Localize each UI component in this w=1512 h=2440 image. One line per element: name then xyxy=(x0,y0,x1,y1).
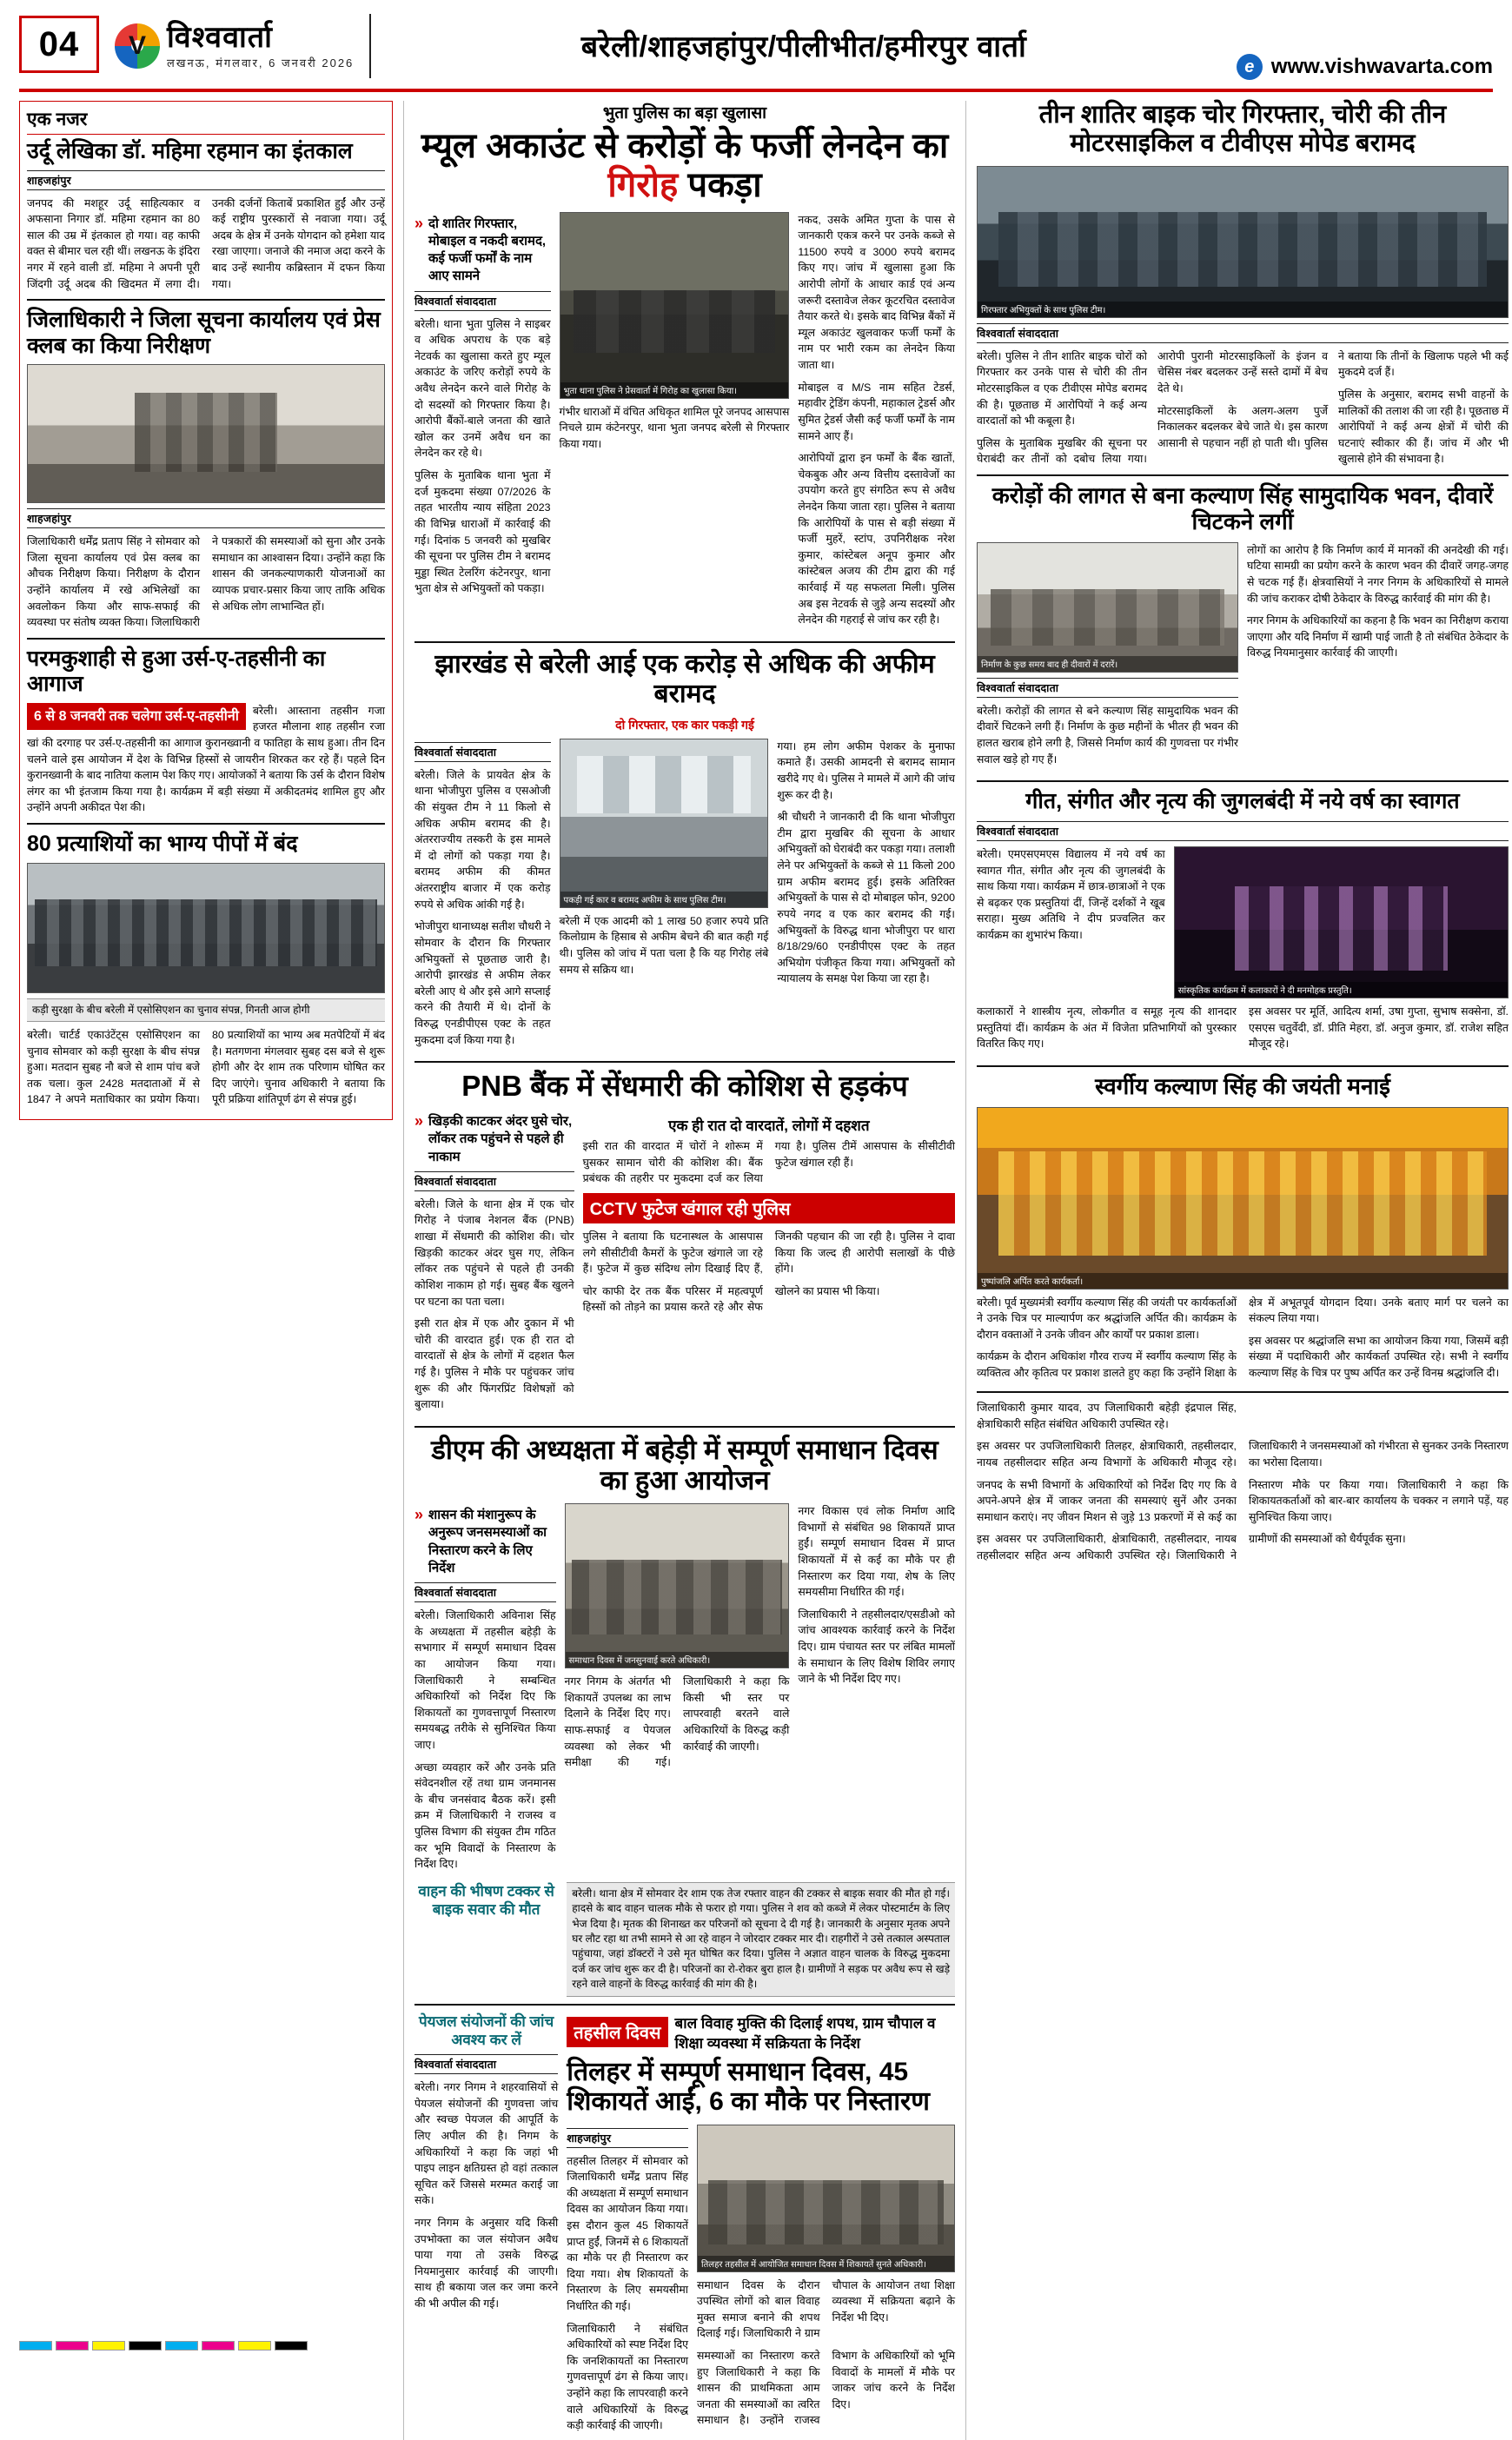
jayanti-story xyxy=(977,1074,1509,1384)
samadhan-bullets xyxy=(414,1507,556,1577)
dm-inspection-headline: जिलाधिकारी ने जिला सूचना कार्यालय एवं प्रेस क्लब का किया निरीक्षण xyxy=(27,308,381,358)
bullet-marker-icon: » xyxy=(414,1112,424,1130)
pnb-p2: इसी रात क्षेत्र में एक और दुकान में भी चोरी की वारदात हुई। एक ही रात दो वारदातों से क्षेत्र के लोगों में दहशत फैल गई है। पुलिस ने मौके पर पहुंचकर जांच शुरू की और फिंगरप्रिंट विशेषज्ञों को बुलाया। xyxy=(414,1317,574,1411)
bullet-marker-icon: » xyxy=(414,1506,424,1524)
bike-theft-byline: विश्ववार्ता संवाददाता xyxy=(977,323,1509,343)
lead-story xyxy=(414,101,955,634)
kalyan-bhavan-p1: बरेली। करोड़ों की लागत से बने कल्याण सिंह सामुदायिक भवन की दीवारें चिटकने लगी हैं। निर्माण के कुछ महीनों के भीतर ही भवन की हालत खराब होने लगी है, जिससे निर्माण कार्य की गुणवत्ता पर गंभीर सवाल खड़े हो गए हैं। xyxy=(977,704,1238,766)
jayanti-photo-caption: पुष्पांजलि अर्पित करते कार्यकर्ता। xyxy=(978,1273,1508,1289)
tilhar-byline: शाहजहांपुर xyxy=(567,2128,688,2148)
tilhar-headline: तिलहर में सम्पूर्ण समाधान दिवस, 45 शिकायतें आईं, 6 का मौके पर निस्तारण xyxy=(567,2057,930,2117)
pnb-bullets xyxy=(414,1113,574,1166)
website-link[interactable] xyxy=(1237,54,1493,83)
lead-headline xyxy=(414,127,955,205)
tilhar-subhead: बाल विवाह मुक्ति की दिलाई शपथ, ग्राम चौपाल व शिक्षा व्यवस्था में सक्रियता के निर्देश xyxy=(674,2014,936,2052)
pnb-story xyxy=(414,1070,955,1419)
edition-title: बरेली/शाहजहांपुर/पीलीभीत/हमीरपुर वार्ता xyxy=(580,30,1027,63)
lead-p2: पुलिस के मुताबिक थाना भुता में दर्ज मुकदमा संख्या 07/2026 के तहत भारतीय न्याय संहिता 2023 की विभिन्न धाराओं में कार्रवाई की गई। दिनांक 5 जनवरी को मुखबिर की सूचना पर पुलिस टीम ने बरामद मुड्डा स्थित टेलरिंग कंटेनरपुर, थाना भुता क्षेत्र से अभियुक्तों को पकड़ा। xyxy=(414,469,551,595)
opium-p2: भोजीपुरा थानाध्यक्ष सतीश चौधरी ने सोमवार के दौरान कि गिरफ्तार अभियुक्तों से पूछताछ जारी है। आरोपी झारखंड से अफीम लेकर बरेली आए थे और इसे आगे सप्लाई करने की तैयारी में थे। दोनों के विरुद्ध एनडीपीएस एक्ट के तहत मुकदमा दर्ज किया गया है। xyxy=(414,920,551,1046)
cmyk-magenta-2 xyxy=(202,2341,235,2350)
lead-headline-highlight: गिरोह xyxy=(607,165,679,204)
column-right xyxy=(977,101,1509,2440)
logo-subtitle: लखनऊ, मंगलवार, 6 जनवरी 2026 xyxy=(167,56,355,70)
jayanti-photo xyxy=(977,1107,1509,1290)
accident-body: बरेली। थाना क्षेत्र में सोमवार देर शाम एक तेज रफ्तार वाहन की टक्कर से बाइक सवार की मौत हो गई। हादसे के बाद वाहन चालक मौके से फरार हो गया। पुलिस ने शव को कब्जे में लेकर पोस्टमार्टम के लिए भेज दिया है। मृतक की शिनाख्त कर परिजनों को सूचना दे दी गई है। जानकारी के अनुसार मृतक अपने घर लौट रहा था तभी सामने से आ रहे वाहन ने जोरदार टक्कर मार दी। राहगीरों ने उसे तत्काल अस्पताल पहुंचाया, जहां डॉक्टरों ने उसे मृत घोषित कर दिया। पुलिस ने अज्ञात वाहन चालक के विरुद्ध मुकदमा दर्ज कर जांच शुरू कर दी है। परिजनों का रो-रोकर बुरा हाल है। ग्रामीणों ने सड़क पर अवैध रूप से खड़े रहने वाले वाहनों के विरुद्ध कार्रवाई की मांग की है। xyxy=(567,1882,955,1997)
bike-theft-p4: पुलिस के अनुसार, बरामद सभी वाहनों के मालिकों की तलाश की जा रही है। पूछताछ में आरोपियों ने कई अन्य क्षेत्रों में चोरी की घटनाएं स्वीकार की हैं। जांच में और भी खुलासे होने की संभावना है। xyxy=(1338,388,1509,466)
cmyk-black-2 xyxy=(275,2341,308,2350)
music-photo xyxy=(1174,846,1509,998)
samadhan-headline: डीएम की अध्यक्षता में बहेड़ी में सम्पूर्ण समाधान दिवस का हुआ आयोजन xyxy=(431,1434,938,1496)
cmyk-cyan-2 xyxy=(165,2341,198,2350)
logo-wheel-icon xyxy=(115,23,160,69)
dm-inspection-byline: शाहजहांपुर xyxy=(27,508,385,528)
water-byline: विश्ववार्ता संवाददाता xyxy=(414,2054,558,2074)
lead-headline-part1: म्यूल अकाउंट से करोड़ों के फर्जी लेनदेन का xyxy=(421,127,949,165)
samadhan-p3: नगर निगम के अंतर्गत भी शिकायतें उपलब्ध का लाभ दिलाने के निर्देश दिए गए। साफ-सफाई व पेयजल व्यवस्था को लेकर भी समीक्षा की गई। जिलाधिकारी ने कहा कि किसी भी स्तर पर लापरवाही बरतने वाले अधिकारियों के विरुद्ध कड़ी कार्रवाई की जाएगी। xyxy=(564,1675,790,1769)
jayanti-headline: स्वर्गीय कल्याण सिंह की जयंती मनाई xyxy=(1095,1072,1390,1099)
music-story xyxy=(977,789,1509,1058)
bike-theft-photo xyxy=(977,166,1509,318)
samadhan-p6: इस अवसर पर उपजिलाधिकारी, क्षेत्राधिकारी, तहसीलदार, नायब तहसीलदार सहित अन्य अधिकारी उपस्थित रहे। जिलाधिकारी ने ग्रामीणों की समस्याओं को धैर्यपूर्वक सुना। xyxy=(977,1533,1406,1562)
opium-headline: झारखंड से बरेली आई एक करोड़ से अधिक की अफीम बरामद xyxy=(434,649,935,709)
newspaper-logo xyxy=(99,14,371,78)
masthead xyxy=(19,12,1493,92)
water-p2: नगर निगम के अनुसार यदि किसी उपभोक्ता का जल संयोजन अवैध पाया गया तो उसके विरुद्ध नियमानुसार कार्रवाई की जाएगी। साथ ही बकाया जल कर जमा करने की भी अपील की गई। xyxy=(414,2216,559,2310)
tilhar-p1: तहसील तिलहर में सोमवार को जिलाधिकारी धर्मेंद्र प्रताप सिंह की अध्यक्षता में सम्पूर्ण समाधान दिवस का आयोजन किया गया। इस दौरान कुल 45 शिकायतें प्राप्त हुईं, जिनमें से 6 शिकायतों का मौके पर ही निस्तारण कर दिया गया। शेष शिकायतों के निस्तारण के लिए समयसीमा निर्धारित की गई। xyxy=(567,2154,688,2313)
opium-p4: गया। हम लोग अफीम पेशकर के मुनाफा कमाते हैं। उसकी आमदनी से बरामद सामान खरीदे गए थे। पुलिस ने मामले में आगे की जांच शुरू कर दी है। xyxy=(777,739,955,801)
pnb-p5: चोर काफी देर तक बैंक परिसर में महत्वपूर्ण हिस्सों को तोड़ने का प्रयास करते रहे और सेफ खोलने का प्रयास भी किया। xyxy=(582,1284,880,1314)
lead-byline: विश्ववार्ता संवाददाता xyxy=(414,291,551,311)
samadhan-story xyxy=(414,1435,955,1997)
election-headline: 80 प्रत्याशियों का भाग्य पीपों में बंद xyxy=(27,832,298,857)
opium-p3: बरेली में एक आदमी को 1 लाख 50 हजार रुपये प्रति किलोग्राम के हिसाब से अफीम बेचने की बात कही गई थी। पुलिस को जांच में पता चला है कि यह गिरोह लंबे समय से सक्रिय था। xyxy=(559,914,769,976)
jayanti-p2: कार्यक्रम के दौरान अधिकांश गौरव राज्य में स्वर्गीय कल्याण सिंह के व्यक्तित्व और कृतित्व पर प्रकाश डालते हुए कहा कि उन्होंने शिक्षा के क्षेत्र में अभूतपूर्व योगदान दिया। उनके बताए मार्ग पर चलने का संकल्प लिया गया। xyxy=(977,1296,1509,1380)
samadhan-p5: जिलाधिकारी ने तहसीलदार/एसडीओ को जांच आवश्यक कार्रवाई करने के निर्देश दिए। ग्राम पंचायत स्तर पर लंबित मामलों के समाधान के लिए विशेष शिविर लगाए जाने के भी निर्देश दिए गए। xyxy=(798,1608,955,1686)
bike-theft-p2: पुलिस के मुताबिक मुखबिर की सूचना पर घेराबंदी कर तीनों को दबोच लिया गया। आरोपी पुरानी मोटरसाइकिलों के इंजन व चेसिस नंबर बदलकर उन्हें सस्ते दामों में बेच देते थे। xyxy=(977,349,1328,466)
urs-body: बरेली। आस्ताना तहसीन गजा हजरत मौलाना शाह तहसीन रजा खां की दरगाह पर उर्स-ए-तहसीनी का आगाज कुरानख्वानी व फातिहा के साथ हुआ। तीन दिन चलने वाले इस आयोजन में देश के विभिन्न हिस्सों से जायरीन शिरकत कर रहे हैं। पहले दिन कुरानख्वानी के बाद नातिया कलाम पेश किए गए। आयोजकों ने बताया कि उर्स के दौरान विशेष लंगर का भी इंतजाम किया गया है। कार्यक्रम में बड़ी संख्या में अकीदतमंद शामिल हुए और उन्होंने अपनी अकीदत पेश की। xyxy=(27,704,385,814)
bike-theft-story xyxy=(977,101,1509,467)
lead-bullets xyxy=(414,215,551,286)
music-byline: विश्ववार्ता संवाददाता xyxy=(977,821,1509,841)
logo-title: विश्ववार्ता xyxy=(167,21,273,55)
bottom-center-block xyxy=(414,2012,955,2440)
cmyk-black xyxy=(129,2341,162,2350)
kalyan-bhavan-photo-caption: निर्माण के कुछ समय बाद ही दीवारों में दरारें। xyxy=(978,656,1237,672)
lead-bullet-text: दो शातिर गिरफ्तार, मोबाइल व नकदी बरामद, कई फर्जी फर्मों के नाम आए सामने xyxy=(428,215,547,284)
tilhar-p2: जिलाधिकारी ने संबंधित अधिकारियों को स्पष्ट निर्देश दिए कि जनशिकायतों का निस्तारण गुणवत्तापूर्ण ढंग से किया जाए। उन्होंने कहा कि लापरवाही करने वाले अधिकारियों के विरुद्ध कड़ी कार्रवाई की जाएगी। xyxy=(567,2322,688,2432)
tilhar-p6: जनपद के सभी विभागों के अधिकारियों को निर्देश दिए गए कि वे अपने-अपने क्षेत्र में जाकर जनता की समस्याएं सुनें और उनका समाधान कराएं। नए जीवन मिशन से जुड़े 13 प्रकरणों में से कई का निस्तारण मौके पर किया गया। जिलाधिकारी ने कहा कि शिकायतकर्ताओं को बार-बार कार्यालय के चक्कर न लगाने पड़ें, यह सुनिश्चित किया जाए। xyxy=(977,1478,1509,1523)
cmyk-yellow xyxy=(92,2341,125,2350)
music-p1: बरेली। एमएसएमएस विद्यालय में नये वर्ष का स्वागत गीत, संगीत और नृत्य की जुगलबंदी के साथ किया गया। कार्यक्रम में छात्र-छात्राओं ने एक से बढ़कर एक प्रस्तुतियां दीं, जिन्हें दर्शकों ने खूब सराहा। मुख्य अतिथि ने दीप प्रज्वलित कर कार्यक्रम का शुभारंभ किया। xyxy=(977,847,1165,941)
election-body: बरेली। चार्टर्ड एकाउंटेंट्स एसोसिएशन का चुनाव सोमवार को कड़ी सुरक्षा के बीच संपन्न हुआ। मतदान सुबह नौ बजे से शाम पांच बजे तक चला। कुल 2428 मतदाताओं में से 1847 ने अपने मताधिकार का प्रयोग किया। 80 प्रत्याशियों का भाग्य अब मतपेटियों में बंद है। मतगणना मंगलवार सुबह दस बजे से शुरू होगी और देर शाम तक परिणाम घोषित कर दिए जाएंगे। चुनाव अधिकारी ने बताया कि पूरी प्रक्रिया शांतिपूर्ण ढंग से संपन्न हुई। xyxy=(27,1028,385,1106)
kalyan-bhavan-story xyxy=(977,483,1509,773)
samadhan-p4: नगर विकास एवं लोक निर्माण आदि विभागों से संबंधित 98 शिकायतें प्राप्त हुईं। सम्पूर्ण समाधान दिवस में प्राप्त शिकायतों में से कई का मौके पर ही निस्तारण कर दिया गया, शेष के लिए समयसीमा निर्धारित की गई। xyxy=(798,1505,955,1599)
bike-theft-p3: मोटरसाइकिलों के अलग-अलग पुर्जे निकालकर बदलकर बेचे जाते थे। इस कारण आसानी से पहचान नहीं हो पाती थी। पुलिस ने बताया कि तीनों के खिलाफ पहले भी कई मुकदमे दर्ज हैं। xyxy=(1157,349,1509,449)
samadhan-p2: अच्छा व्यवहार करें और उनके प्रति संवेदनशील रहें तथा ग्राम जनमानस के बीच जनसंवाद बैठक करें। इसी क्रम में जिलाधिकारी ने राजस्व व पुलिस विभाग की संयुक्त टीम गठित कर भूमि विवादों के निस्तारण के निर्देश दिए। xyxy=(414,1760,556,1871)
lead-p3: गंभीर धाराओं में वंचित अधिकृत शामिल पूरे जनपद आसपास निचले ग्राम कंटेनरपुर, थाना भुता जनपद बरेली से गिरफ्तार किया गया। xyxy=(559,405,790,450)
tilhar-p3: समाधान दिवस के दौरान उपस्थित लोगों को बाल विवाह मुक्त समाज बनाने की शपथ दिलाई गई। जिलाधिकारी ने ग्राम चौपाल के आयोजन तथा शिक्षा व्यवस्था में सक्रियता बढ़ाने के निर्देश भी दिए। xyxy=(697,2278,955,2340)
kalyan-bhavan-byline: विश्ववार्ता संवाददाता xyxy=(977,678,1238,698)
samadhan-officials: जिलाधिकारी कुमार यादव, उप जिलाधिकारी बहेड़ी इंद्रपाल सिंह, क्षेत्राधिकारी सहित संबंधित अधिकारी उपस्थित रहे। xyxy=(977,1402,1237,1430)
kalyan-bhavan-p3: नगर निगम के अधिकारियों का कहना है कि भवन का निरीक्षण कराया जाएगा और यदि निर्माण में खामी पाई जाती है तो संबंधित ठेकेदार के विरुद्ध नियमानुसार कार्रवाई की जाएगी। xyxy=(1247,614,1509,660)
globe-icon xyxy=(1237,54,1263,80)
opium-story xyxy=(414,650,955,1054)
obituary-body: जनपद की मशहूर उर्दू साहित्यकार व अफसाना निगार डॉ. महिमा रहमान का 80 साल की उम्र में इंतकाल हो गया। वह काफी वक्त से बीमार चल रही थीं। लखनऊ के इंदिरा नगर में रहने वाली डॉ. महिमा ने अपनी पूरी जिंदगी उर्दू अदब की खिदमत में लगा दी। उनकी दर्जनों किताबें प्रकाशित हुईं और उन्हें कई राष्ट्रीय पुरस्कारों से नवाजा गया। उर्दू अदब के क्षेत्र में उनके योगदान को हमेशा याद रखा जाएगा। जनाजे की नमाज अदा करने के बाद उन्हें स्थानीय कब्रिस्तान में दफन किया गया। xyxy=(27,196,385,290)
obituary-headline: उर्दू लेखिका डॉ. महिमा रहमान का इंतकाल xyxy=(27,139,353,163)
tilhar-photo-caption: तिलहर तहसील में आयोजित समाधान दिवस में शिकायतें सुनते अधिकारी। xyxy=(698,2256,954,2271)
bike-theft-headline: तीन शातिर बाइक चोर गिरफ्तार, चोरी की तीन मोटरसाइकिल व टीवीएस मोपेड बरामद xyxy=(1038,101,1447,158)
opium-p1: बरेली। जिले के प्रायवेत क्षेत्र के थाना भोजीपुरा पुलिस व एसओजी की संयुक्त टीम ने 11 किलो से अधिक अफीम बरामद की है। अंतरराज्यीय तस्करी के इस मामले में दो लोगों को पकड़ा गया है। बरामद अफीम की कीमत अंतरराष्ट्रीय बाजार में एक करोड़ रुपये से अधिक आंकी गई है। xyxy=(414,768,551,911)
ek-nazar-title: एक नजर xyxy=(27,107,385,135)
election-photo-caption: कड़ी सुरक्षा के बीच बरेली में एसोसिएशन का चुनाव संपन्न, गिनती आज होगी xyxy=(27,998,385,1022)
music-headline: गीत, संगीत और नृत्य की जुगलबंदी में नये वर्ष का स्वागत xyxy=(1025,789,1460,814)
lead-photo xyxy=(560,212,790,399)
music-p2: कलाकारों ने शास्त्रीय नृत्य, लोकगीत व समूह नृत्य की शानदार प्रस्तुतियां दीं। कार्यक्रम के अंत में विजेता प्रतिभागियों को पुरस्कार वितरित किए गए। xyxy=(977,1005,1237,1051)
samadhan-photo xyxy=(565,1503,790,1668)
obituary-byline: शाहजहांपुर xyxy=(27,170,385,190)
pnb-cctv-band: CCTV फुटेज खंगाल रही पुलिस xyxy=(583,1193,955,1223)
pnb-headline: PNB बैंक में सेंधमारी की कोशिश से हड़कंप xyxy=(461,1070,908,1103)
lead-headline-part2: पकड़ा xyxy=(678,165,762,204)
tilhar-kicker-badge: तहसील दिवस xyxy=(567,2017,667,2047)
lead-p5: मोबाइल व M/S नाम सहित टेडर्स, महावीर ट्रेडिंग कंपनी, महाकाल ट्रेडर्स और सुमित ट्रेडर्स जैसी कई फर्जी फर्मों के नाम सामने आए हैं। xyxy=(798,381,955,442)
pnb-p1: बरेली। जिले के थाना क्षेत्र में एक चोर गिरोह ने पंजाब नेशनल बैंक (PNB) शाखा में सेंधमारी की कोशिश की। चोर खिड़की काटकर अंदर घुस गए, लेकिन लॉकर तक पहुंचने से पहले ही उनकी कोशिश नाकाम हो गई। सुबह बैंक खुलने पर घटना का पता चला। xyxy=(414,1197,574,1308)
column-divider-2 xyxy=(965,101,966,2440)
lead-photo-caption: भुता थाना पुलिस ने प्रेसवार्ता में गिरोह का खुलासा किया। xyxy=(560,382,789,398)
samadhan-bullet-text: शासन की मंशानुरूप के अनुरूप जनसमस्याओं का निस्तारण करने के लिए निर्देश xyxy=(428,1508,547,1575)
lead-p1: बरेली। थाना भुता पुलिस ने साइबर व अधिक अपराध के एक बड़े नेटवर्क का खुलासा करते हुए म्यूल अकाउंट के जरिए करोड़ों रुपये के अवैध लेनदेन करने वाले गिरोह के दो सदस्यों को गिरफ्तार किया है। आरोपी बैंकों-बाले जनता की खाते खोल कर उनमें अवैध धन का लेनदेन कर रहे थे। xyxy=(414,317,551,460)
opium-byline: विश्ववार्ता संवाददाता xyxy=(414,742,551,762)
cmyk-magenta xyxy=(56,2341,89,2350)
accident-headline: वाहन की भीषण टक्कर से बाइक सवार की मौत xyxy=(418,1882,554,1919)
lead-p6: आरोपियों द्वारा इन फर्मों के बैंक खातों, चेकबुक और अन्य वित्तीय दस्तावेजों का उपयोग करते हुए संगठित रूप से अवैध लेनदेन किया जाता रहा। पुलिस ने बताया कि आरोपियों के पास से बड़ी संख्या में फर्जी मुहरें, स्टांप, उपनिरीक्षक नरेश कुमार, कांस्टेबल अनूप कुमार और कांस्टेबल अजय की टीम द्वारा की गई कार्रवाई में यह सफलता मिली। पुलिस अब इस नेटवर्क से जुड़े अन्य सदस्यों और लेनदेन की गहराई से जांच कर रही है। xyxy=(798,452,955,627)
kalyan-bhavan-p2: लोगों का आरोप है कि निर्माण कार्य में मानकों की अनदेखी की गई। घटिया सामग्री का प्रयोग करने के कारण भवन की दीवारें जगह-जगह से चटक गई हैं। क्षेत्रवासियों ने नगर निगम के अधिकारियों से मामले की जांच कराकर दोषी ठेकेदार के विरुद्ध कार्रवाई की मांग की है। xyxy=(1247,543,1509,605)
tilhar-photo xyxy=(697,2125,955,2272)
bike-theft-photo-caption: गिरफ्तार अभियुक्तों के साथ पुलिस टीम। xyxy=(978,302,1508,317)
kalyan-bhavan-headline: करोड़ों की लागत से बना कल्याण सिंह सामुदायिक भवन, दीवारें चिटकने लगीं xyxy=(991,481,1494,534)
opium-photo xyxy=(560,739,769,908)
election-photo xyxy=(27,863,385,993)
pnb-p3: इसी रात की वारदात में चोरों ने शोरूम में घुसकर सामान चोरी की कोशिश की। बैंक प्रबंधक की तहरीर पर मुकदमा दर्ज कर लिया गया है। पुलिस टीमें आसपास के सीसीटीवी फुटेज खंगाल रही हैं। xyxy=(582,1140,955,1185)
column-left xyxy=(19,101,393,2440)
pnb-p4: पुलिस ने बताया कि घटनास्थल के आसपास लगे सीसीटीवी कैमरों के फुटेज खंगाले जा रहे हैं। फुटेज में कुछ संदिग्ध लोग दिखाई दिए हैं, जिनकी पहचान की जा रही है। पुलिस ने दावा किया कि जल्द ही आरोपी सलाखों के पीछे होंगे। xyxy=(582,1230,955,1276)
music-p3: इस अवसर पर मूर्ति, आदित्य शर्मा, उषा गुप्ता, सुभाष सक्सेना, डॉ. एसएस चतुर्वेदी, डॉ. प्रीति मेहरा, डॉ. अनुज कुमार, डॉ. राजेश सहित मौजूद रहे। xyxy=(1249,1005,1509,1051)
samadhan-byline: विश्ववार्ता संवाददाता xyxy=(414,1582,556,1602)
pnb-bullet-text: खिड़की काटकर अंदर घुसे चोर, लॉकर तक पहुंचने से पहले ही नाकाम xyxy=(428,1114,573,1164)
music-photo-caption: सांस्कृतिक कार्यक्रम में कलाकारों ने दी मनमोहक प्रस्तुति। xyxy=(1175,982,1508,998)
officials-tail xyxy=(977,1400,1509,1569)
dm-inspection-photo xyxy=(27,364,385,503)
cmyk-yellow-2 xyxy=(238,2341,271,2350)
water-p1: बरेली। नगर निगम ने शहरवासियों से पेयजल संयोजनों की गुणवत्ता जांच और स्वच्छ पेयजल की आपूर्ति के लिए अपील की है। निगम के अधिकारियों ने कहा कि जहां भी पाइप लाइन क्षतिग्रस्त हो वहां तत्काल सूचित करें जिससे मरम्मत कराई जा सके। xyxy=(414,2081,559,2207)
cmyk-cyan xyxy=(19,2341,52,2350)
pnb-byline: विश्ववार्ता संवाददाता xyxy=(414,1171,574,1191)
jayanti-p3: इस अवसर पर श्रद्धांजलि सभा का आयोजन किया गया, जिसमें बड़ी संख्या में पदाधिकारी और कार्यकर्ता उपस्थित रहे। सभी ने स्वर्गीय कल्याण सिंह के चित्र पर पुष्प अर्पित कर उन्हें विनम्र श्रद्धांजलि दी। xyxy=(1249,1334,1509,1380)
jayanti-p1: बरेली। पूर्व मुख्यमंत्री स्वर्गीय कल्याण सिंह की जयंती पर कार्यकर्ताओं ने उनके चित्र पर माल्यार्पण कर श्रद्धांजलि अर्पित की। कार्यक्रम के दौरान वक्ताओं ने उनके जीवन और कार्यों पर प्रकाश डाला। xyxy=(977,1296,1237,1341)
bullet-marker-icon: » xyxy=(414,214,424,232)
opium-photo-caption: पकड़ी गई कार व बरामद अफीम के साथ पुलिस टीम। xyxy=(560,892,768,907)
urs-headline: परमकुशाही से हुआ उर्स-ए-तहसीनी का आगाज xyxy=(27,646,326,697)
opium-p5: श्री चौधरी ने जानकारी दी कि थाना भोजीपुरा टीम द्वारा मुखबिर की सूचना के आधार अभियुक्तों को घेराबंदी कर पकड़ा गया। तलाशी लेने पर अभियुक्तों के कब्जे से 11 किलो 200 ग्राम अफीम बरामद हुई। इसके अतिरिक्त अभियुक्तों के पास से दो मोबाइल फोन, 9200 रुपये नगद व एक कार बरामद की गई। अभियुक्तों के विरुद्ध थाना भोजीपुरा पर धारा 8/18/29/60 एनडीपीएस एक्ट के तहत अभियोग पंजीकृत किया गया। अभियुक्तों को न्यायालय के समक्ष पेश किया जा रहा है। xyxy=(777,811,955,985)
water-headline: पेयजल संयोजनों की जांच अवश्य कर लें xyxy=(418,2012,554,2048)
opium-dek: दो गिरफ्तार, एक कार पकड़ी गई xyxy=(615,717,754,732)
ek-nazar-box xyxy=(19,101,393,1120)
bike-theft-p1: बरेली। पुलिस ने तीन शातिर बाइक चोरों को गिरफ्तार कर उनके पास से चोरी की तीन मोटरसाइकिल व एक टीवीएस मोपेड बरामद की है। पूछताछ में आरोपियों ने कई अन्य वारदातों को भी कबूला है। xyxy=(977,349,1147,428)
tilhar-p5: इस अवसर पर उपजिलाधिकारी तिलहर, क्षेत्राधिकारी, तहसीलदार, नायब तहसीलदार सहित अन्य विभागों के अधिकारी मौजूद रहे। जिलाधिकारी ने जनसमस्याओं को गंभीरता से सुनकर उनके निस्तारण का भरोसा दिलाया। xyxy=(977,1440,1509,1469)
website-url: www.vishwavarta.com xyxy=(1270,55,1493,78)
samadhan-p1: बरेली। जिलाधिकारी अविनाश सिंह के अध्यक्षता में तहसील बहेड़ी के सभागार में सम्पूर्ण समाधान दिवस का आयोजन किया गया। जिलाधिकारी ने सम्बन्धित अधिकारियों को निर्देश दिए कि शिकायतों का गुणवत्तापूर्ण निस्तारण समयबद्ध तरीके से सुनिश्चित किया जाए। xyxy=(414,1609,556,1751)
samadhan-photo-caption: समाधान दिवस में जनसुनवाई करते अधिकारी। xyxy=(566,1652,789,1668)
pnb-subhead-1: एक ही रात दो वारदातें, लोगों में दहशत xyxy=(668,1117,870,1135)
column-center xyxy=(414,101,955,2440)
lead-p4: नकद, उसके अमित गुप्ता के पास से जानकारी एकत्र करने पर उनके कब्जे से 11500 रुपये व 3000 रुपये बरामद किए गए। जांच में खुलासा हुआ कि आरोपी लोगों के आधार कार्ड एवं अन्य जरूरी दस्तावेज लेकर कूटरचित दस्तावेज तैयार करते थे। इसके बाद विभिन्न बैंकों में म्यूल अकाउंट खुलवाकर फर्जी फर्मों के नाम पर भारी रकम का लेनदेन किया जाता था। xyxy=(798,213,955,372)
dm-inspection-body: जिलाधिकारी धर्मेंद्र प्रताप सिंह ने सोमवार को जिला सूचना कार्यालय एवं प्रेस क्लब का औचक निरीक्षण किया। निरीक्षण के दौरान उन्होंने कार्यालय में रखे अभिलेखों का अवलोकन किया और साफ-सफाई की व्यवस्था पर संतोष व्यक्त किया। जिलाधिकारी ने पत्रकारों की समस्याओं को सुना और उनके समाधान का आश्वासन दिया। उन्होंने कहा कि शासन की जनकल्याणकारी योजनाओं का व्यापक प्रचार-प्रसार किया जाए ताकि अधिक से अधिक लोग लाभान्वित हों। xyxy=(27,535,385,629)
kalyan-bhavan-photo xyxy=(977,542,1238,673)
page-number: 04 xyxy=(19,16,99,73)
tilhar-p4: समस्याओं का निस्तारण करते हुए जिलाधिकारी ने कहा कि शासन की प्राथमिकता आम जनता की समस्याओं का त्वरित समाधान है। उन्होंने राजस्व विभाग के अधिकारियों को भूमि विवादों के मामलों में मौके पर जाकर जांच करने के निर्देश दिए। xyxy=(697,2350,955,2427)
lead-kicker: भुता पुलिस का बड़ा खुलासा xyxy=(602,104,767,123)
column-divider-1 xyxy=(403,101,404,2440)
cmyk-registration-strip xyxy=(19,2341,308,2350)
urs-date-badge: 6 से 8 जनवरी तक चलेगा उर्स-ए-तहसीनी xyxy=(27,703,246,730)
